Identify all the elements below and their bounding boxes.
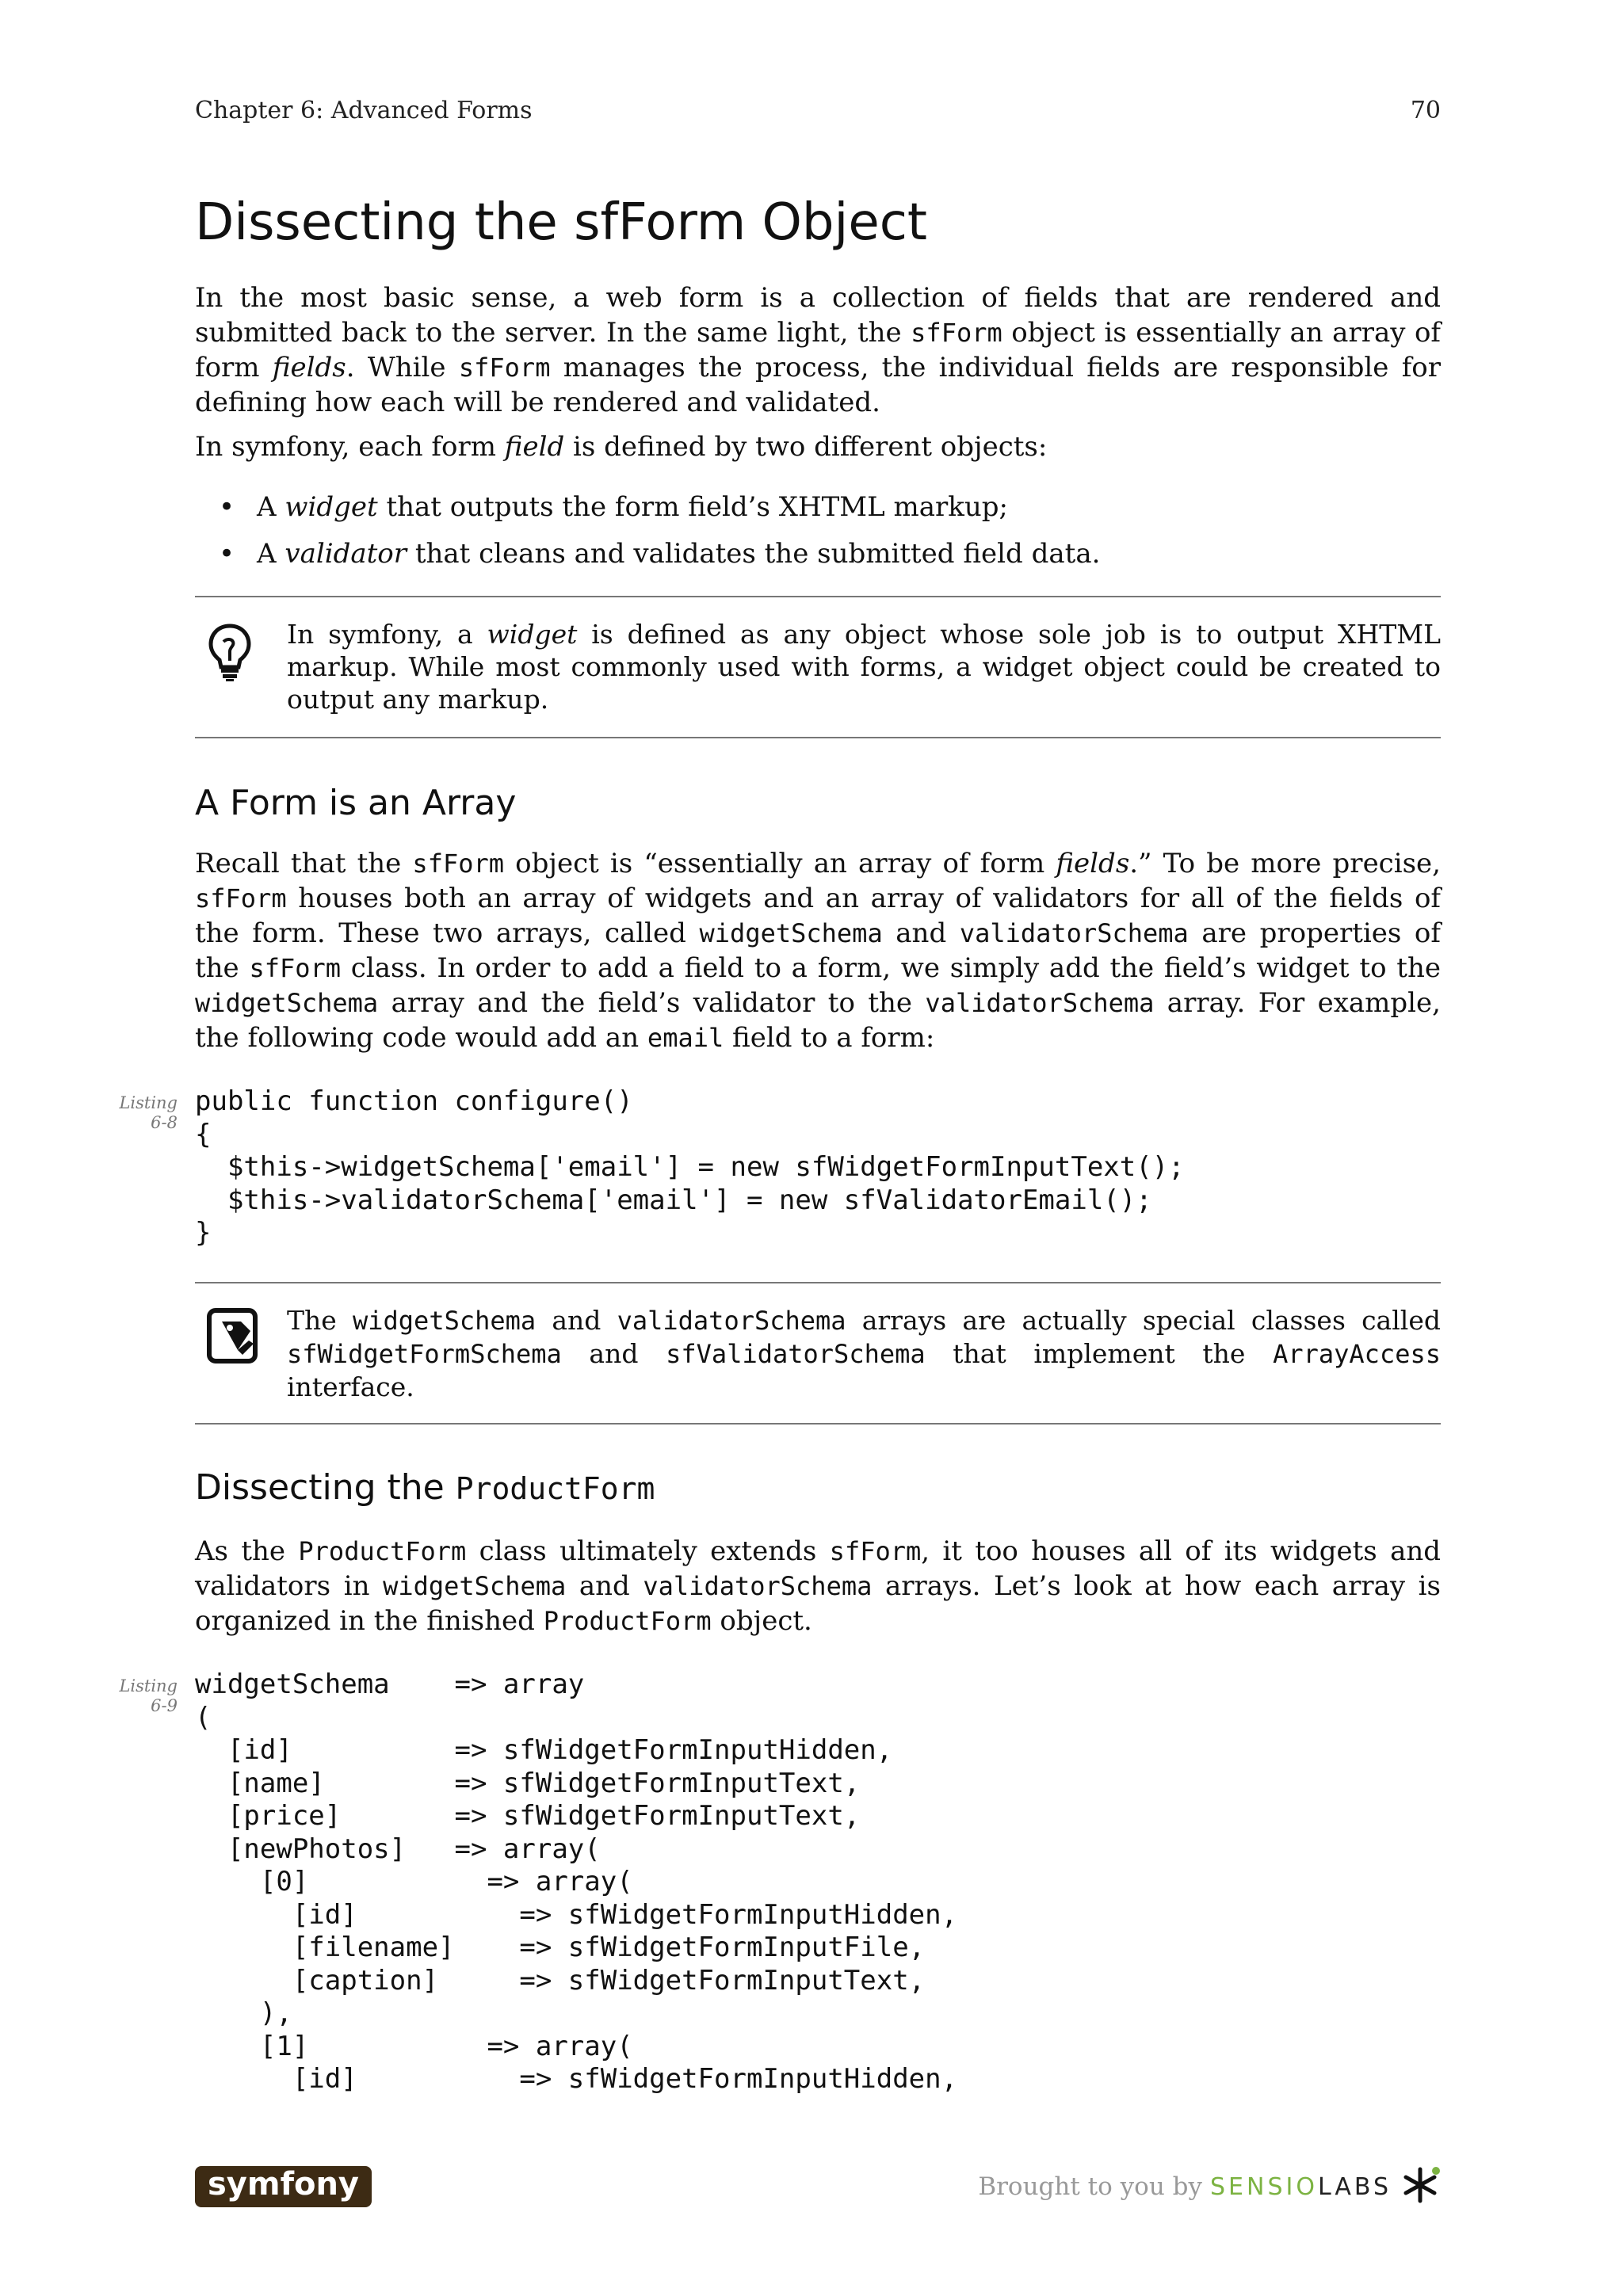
inline-code: validatorSchema — [925, 988, 1155, 1018]
inline-code: sfForm — [412, 849, 505, 879]
emphasis: fields — [1056, 848, 1130, 879]
sensiolabs-wordmark: SENSIOLABS — [1210, 2172, 1392, 2201]
text-run: A — [257, 491, 285, 523]
inline-code: ArrayAccess — [1273, 1339, 1441, 1369]
section-heading: A Form is an Array — [195, 783, 517, 823]
listing-label: Listing 6-9 — [119, 1676, 178, 1715]
text-run: class ultimately extends — [466, 1535, 830, 1567]
section1-paragraph — [195, 846, 1441, 1055]
inline-code: ProductForm — [298, 1536, 467, 1566]
note-icon — [206, 1307, 258, 1367]
text-run: and — [561, 1338, 666, 1369]
text-run: and — [882, 917, 960, 949]
text-run: Recall that the — [195, 848, 413, 879]
text-run: , it too houses all of its widgets and validators in — [195, 1535, 1441, 1602]
inline-code: sfForm — [458, 353, 551, 383]
text-run: object is essentially an array of form — [195, 317, 1442, 383]
emphasis: validator — [285, 538, 407, 570]
inline-code: widgetSchema — [383, 1571, 567, 1601]
intro-paragraph-2 — [195, 429, 1441, 464]
text-run: arrays are actually special classes called — [846, 1305, 1441, 1336]
page-number: 70 — [1410, 97, 1441, 124]
text-run: A — [257, 538, 285, 570]
text-run: In the most basic sense, a web form is a collection of fields that are rendered and submitted back to the server. In the same light, the — [195, 282, 1441, 349]
text-run: arrays. Let’s look at how each array is organized in the finished — [195, 1570, 1441, 1637]
section-heading: Dissecting the ProductForm — [195, 1467, 655, 1508]
text-run: In symfony, a — [287, 619, 487, 650]
text-run: field to a form: — [724, 1022, 935, 1054]
intro-paragraph-1 — [195, 280, 1441, 420]
text-run: is defined as any object whose sole job is to output XHTML markup. While most commonly used with forms, a widget object could be created to output any markup. — [287, 619, 1442, 715]
inline-code: widgetSchema — [352, 1306, 537, 1336]
code-listing-6-9: widgetSchema => array ( [id] => sfWidgetFormInputHidden, [name] => sfWidgetFormInputText, [price] => sfWidgetFormInputText, [newPhotos] => array( [0] => array( [id] => sfWidgetFormInputHidden, [filename] => sfWidgetFormInputFile, [caption] => sfWidgetFormInputText, ), [1] => array( [id] => sfWidgetFormInputHidden, — [195, 1669, 958, 2095]
page-title: Dissecting the sfForm Object — [195, 193, 927, 252]
emphasis: widget — [285, 491, 378, 523]
lightbulb-icon — [206, 621, 254, 685]
text-run: houses both an array of widgets and an array of validators for all of the fields of the form. These two arrays, called — [195, 883, 1441, 949]
chapter-title: Chapter 6: Advanced Forms — [195, 97, 533, 124]
emphasis: fields — [272, 352, 346, 383]
inline-code: widgetSchema — [699, 918, 883, 948]
inline-code: sfWidgetFormSchema — [287, 1339, 562, 1369]
text-run: class. In order to add a field to a form, we simply add the field’s widget to the — [341, 952, 1441, 984]
heading-code: ProductForm — [455, 1471, 655, 1506]
text-run: that cleans and validates the submitted field data. — [407, 538, 1101, 570]
tip-text — [287, 618, 1441, 715]
symfony-logo: symfony — [195, 2166, 372, 2207]
emphasis: field — [504, 431, 565, 463]
inline-code: sfForm — [829, 1536, 922, 1566]
list-item — [195, 490, 1441, 524]
inline-code: ProductForm — [543, 1606, 712, 1636]
note-text — [287, 1304, 1441, 1403]
text-run: In symfony, each form — [195, 431, 505, 463]
inline-code: sfForm — [195, 883, 287, 913]
listing-label: Listing 6-8 — [119, 1093, 178, 1132]
text-run: interface. — [287, 1371, 414, 1402]
inline-code: validatorSchema — [617, 1306, 846, 1336]
text-run: that implement the — [925, 1338, 1274, 1369]
section2-paragraph — [195, 1534, 1441, 1638]
text-run: .” To be more precise, — [1129, 848, 1441, 879]
text-run: and — [566, 1570, 643, 1602]
inline-code: sfForm — [249, 953, 342, 983]
text-run: that outputs the form field’s XHTML markup; — [377, 491, 1008, 523]
tip-box — [195, 596, 1441, 738]
text-run: array. For example, the following code would add an — [195, 987, 1441, 1054]
inline-code: validatorSchema — [959, 918, 1189, 948]
inline-code: validatorSchema — [643, 1571, 873, 1601]
text-run: manages the process, the individual fields are responsible for defining how each will be rendered and validated. — [195, 352, 1442, 418]
running-header — [195, 97, 1441, 124]
inline-code: sfForm — [911, 318, 1002, 348]
inline-code: sfValidatorSchema — [666, 1339, 926, 1369]
inline-code: widgetSchema — [195, 988, 379, 1018]
text-run: . While — [346, 352, 459, 383]
footer-credit: Brought to you by SENSIOLABS — [978, 2164, 1441, 2209]
text-run: array and the field’s validator to the — [378, 987, 926, 1019]
text-run: object. — [711, 1605, 812, 1637]
text-run: and — [536, 1305, 617, 1336]
sensiolabs-star-icon — [1400, 2164, 1441, 2209]
text-run: is defined by two different objects: — [564, 431, 1048, 463]
text-run: As the — [195, 1535, 299, 1567]
inline-code: email — [647, 1023, 724, 1053]
note-box — [195, 1282, 1441, 1425]
object-list — [195, 490, 1441, 583]
text-run: are properties of the — [195, 917, 1441, 984]
emphasis: widget — [487, 619, 578, 650]
text-run: The — [287, 1305, 353, 1336]
list-item — [195, 536, 1441, 571]
text-run: object is “essentially an array of form — [504, 848, 1056, 879]
code-listing-6-8: public function configure() { $this->widgetSchema['email'] = new sfWidgetFormInputText(); $this->validatorSchema['email'] = new sfValidatorEmail(); } — [195, 1085, 1185, 1249]
